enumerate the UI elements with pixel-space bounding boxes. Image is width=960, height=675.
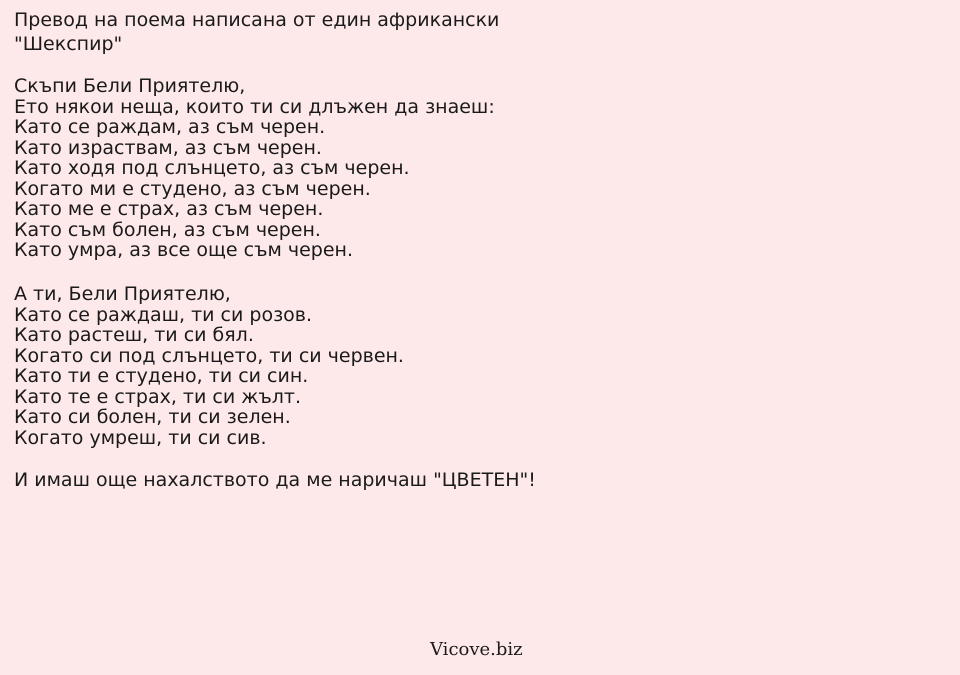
poem-line: Когато си под слънцето, ти си червен. xyxy=(14,344,404,367)
poem-line: Като растеш, ти си бял. xyxy=(14,324,254,346)
poem-line: Като ме е страх, аз съм черен. xyxy=(14,198,324,220)
stanza-2 xyxy=(14,284,404,448)
poem-line: Скъпи Бели Приятелю, xyxy=(14,75,246,97)
title-line-2: "Шекспир" xyxy=(14,33,123,55)
poem-line: Като ходя под слънцето, аз съм черен. xyxy=(14,157,410,179)
poem-title xyxy=(14,8,574,56)
poem-line: Ето някои неща, които ти си длъжен да знаеш: xyxy=(14,95,495,118)
title-line-1: Превод на поема написана от един африкански xyxy=(14,9,500,31)
poem-line: Като израствам, аз съм черен. xyxy=(14,136,322,159)
poem-line: Като ти е студено, ти си син. xyxy=(14,365,309,387)
poem-line: Като се раждам, аз съм черен. xyxy=(14,116,326,138)
poem-line: Когато ми е студено, аз съм черен. xyxy=(14,177,371,200)
closing-line: И имаш още нахалството да ме наричаш "ЦВЕТЕН"! xyxy=(14,469,536,491)
poem-line: Когато умреш, ти си сив. xyxy=(14,426,267,449)
poem-line: Като те е страх, ти си жълт. xyxy=(14,385,302,408)
stanza-1 xyxy=(14,76,495,261)
site-watermark: Vicove.biz xyxy=(430,639,523,660)
poem-line: Като съм болен, аз съм черен. xyxy=(14,218,321,241)
poem-line: Като умра, аз все още съм черен. xyxy=(14,239,354,261)
poem-line: А ти, Бели Приятелю, xyxy=(14,283,231,305)
poem-line: Като си болен, ти си зелен. xyxy=(14,406,291,428)
poem-line: Като се раждаш, ти си розов. xyxy=(14,303,313,326)
